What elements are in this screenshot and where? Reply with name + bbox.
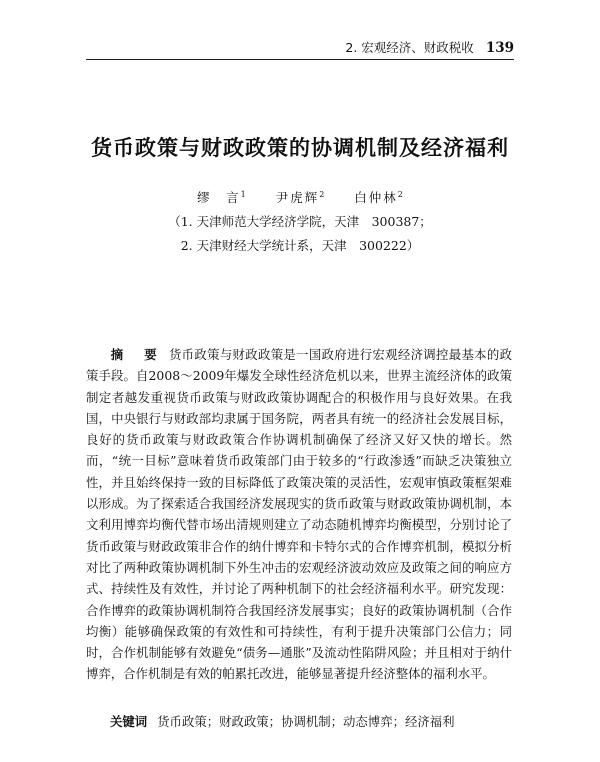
author-affil-mark: 2 bbox=[397, 189, 403, 199]
header-section: 2. 宏观经济、财政税收 bbox=[345, 40, 474, 55]
affiliation-1: （1. 天津师范大学经济学院，天津 300387； bbox=[168, 214, 432, 229]
abstract-label: 摘 要 bbox=[110, 347, 161, 362]
paper-title: 货币政策与财政政策的协调机制及经济福利 bbox=[91, 136, 509, 160]
author-affil-mark: 2 bbox=[319, 189, 325, 199]
author bbox=[276, 190, 325, 205]
abstract bbox=[86, 344, 512, 685]
abstract-text: 货币政策与财政政策是一国政府进行宏观经济调控最基本的政策手段。自2008～2009年爆发全球性经济危机以来，世界主流经济体的政策制定者越发重视货币政策与财政政策协调配合的积极作用与良好效果。在我国，中央银行与财政部均隶属于国务院，两者具有统一的经济社会发展目标，良好的货币政策与财政政策合作协调机制确保了经济又好又快的增长。然而，“统一目标”意味着货币政策部门由于较多的“行政渗透”而缺乏决策独立性，并且始终保持一致的目标降低了政策决策的灵活性，宏观审慎政策框架难以形成。为了探索适合我国经济发展现实的货币政策与财政政策协调机制，本文利用博弈均衡代替市场出清规则建立了动态随机博弈均衡模型，分别讨论了货币政策与财政政策非合作的纳什博弈和卡特尔式的合作博弈机制，模拟分析对比了两种政策协调机制下外生冲击的宏观经济波动效应及政策之间的响应方式、持续性及有效性，并讨论了两种机制下的社会经济福利水平。研究发现：合作博弈的政策协调机制符合我国经济发展事实；良好的政策协调机制（合作均衡）能够确保政策的有效性和可持续性，有利于提升决策部门公信力；同时，合作机制能够有效避免“债务—通胀”及流动性陷阱风险；并且相对于纳什博弈，合作机制是有效的帕累托改进，能够显著提升经济整体的福利水平。 bbox=[86, 347, 513, 682]
author-name: 尹虎辉 bbox=[275, 190, 320, 205]
keywords-label: 关键词 bbox=[110, 714, 148, 729]
affiliation-2: 2. 天津财经大学统计系，天津 300222） bbox=[180, 238, 420, 253]
author-affil-mark: 1 bbox=[240, 189, 246, 199]
keywords-text: 货币政策；财政政策；协调机制；动态博弈；经济福利 bbox=[157, 714, 455, 729]
author-list bbox=[0, 188, 600, 206]
running-header bbox=[86, 34, 514, 60]
author-name: 缪 言 bbox=[197, 190, 241, 205]
author bbox=[354, 190, 403, 205]
author bbox=[197, 190, 246, 205]
author-name: 白仲林 bbox=[354, 190, 398, 205]
keywords bbox=[110, 712, 455, 730]
page-number: 139 bbox=[485, 40, 514, 56]
